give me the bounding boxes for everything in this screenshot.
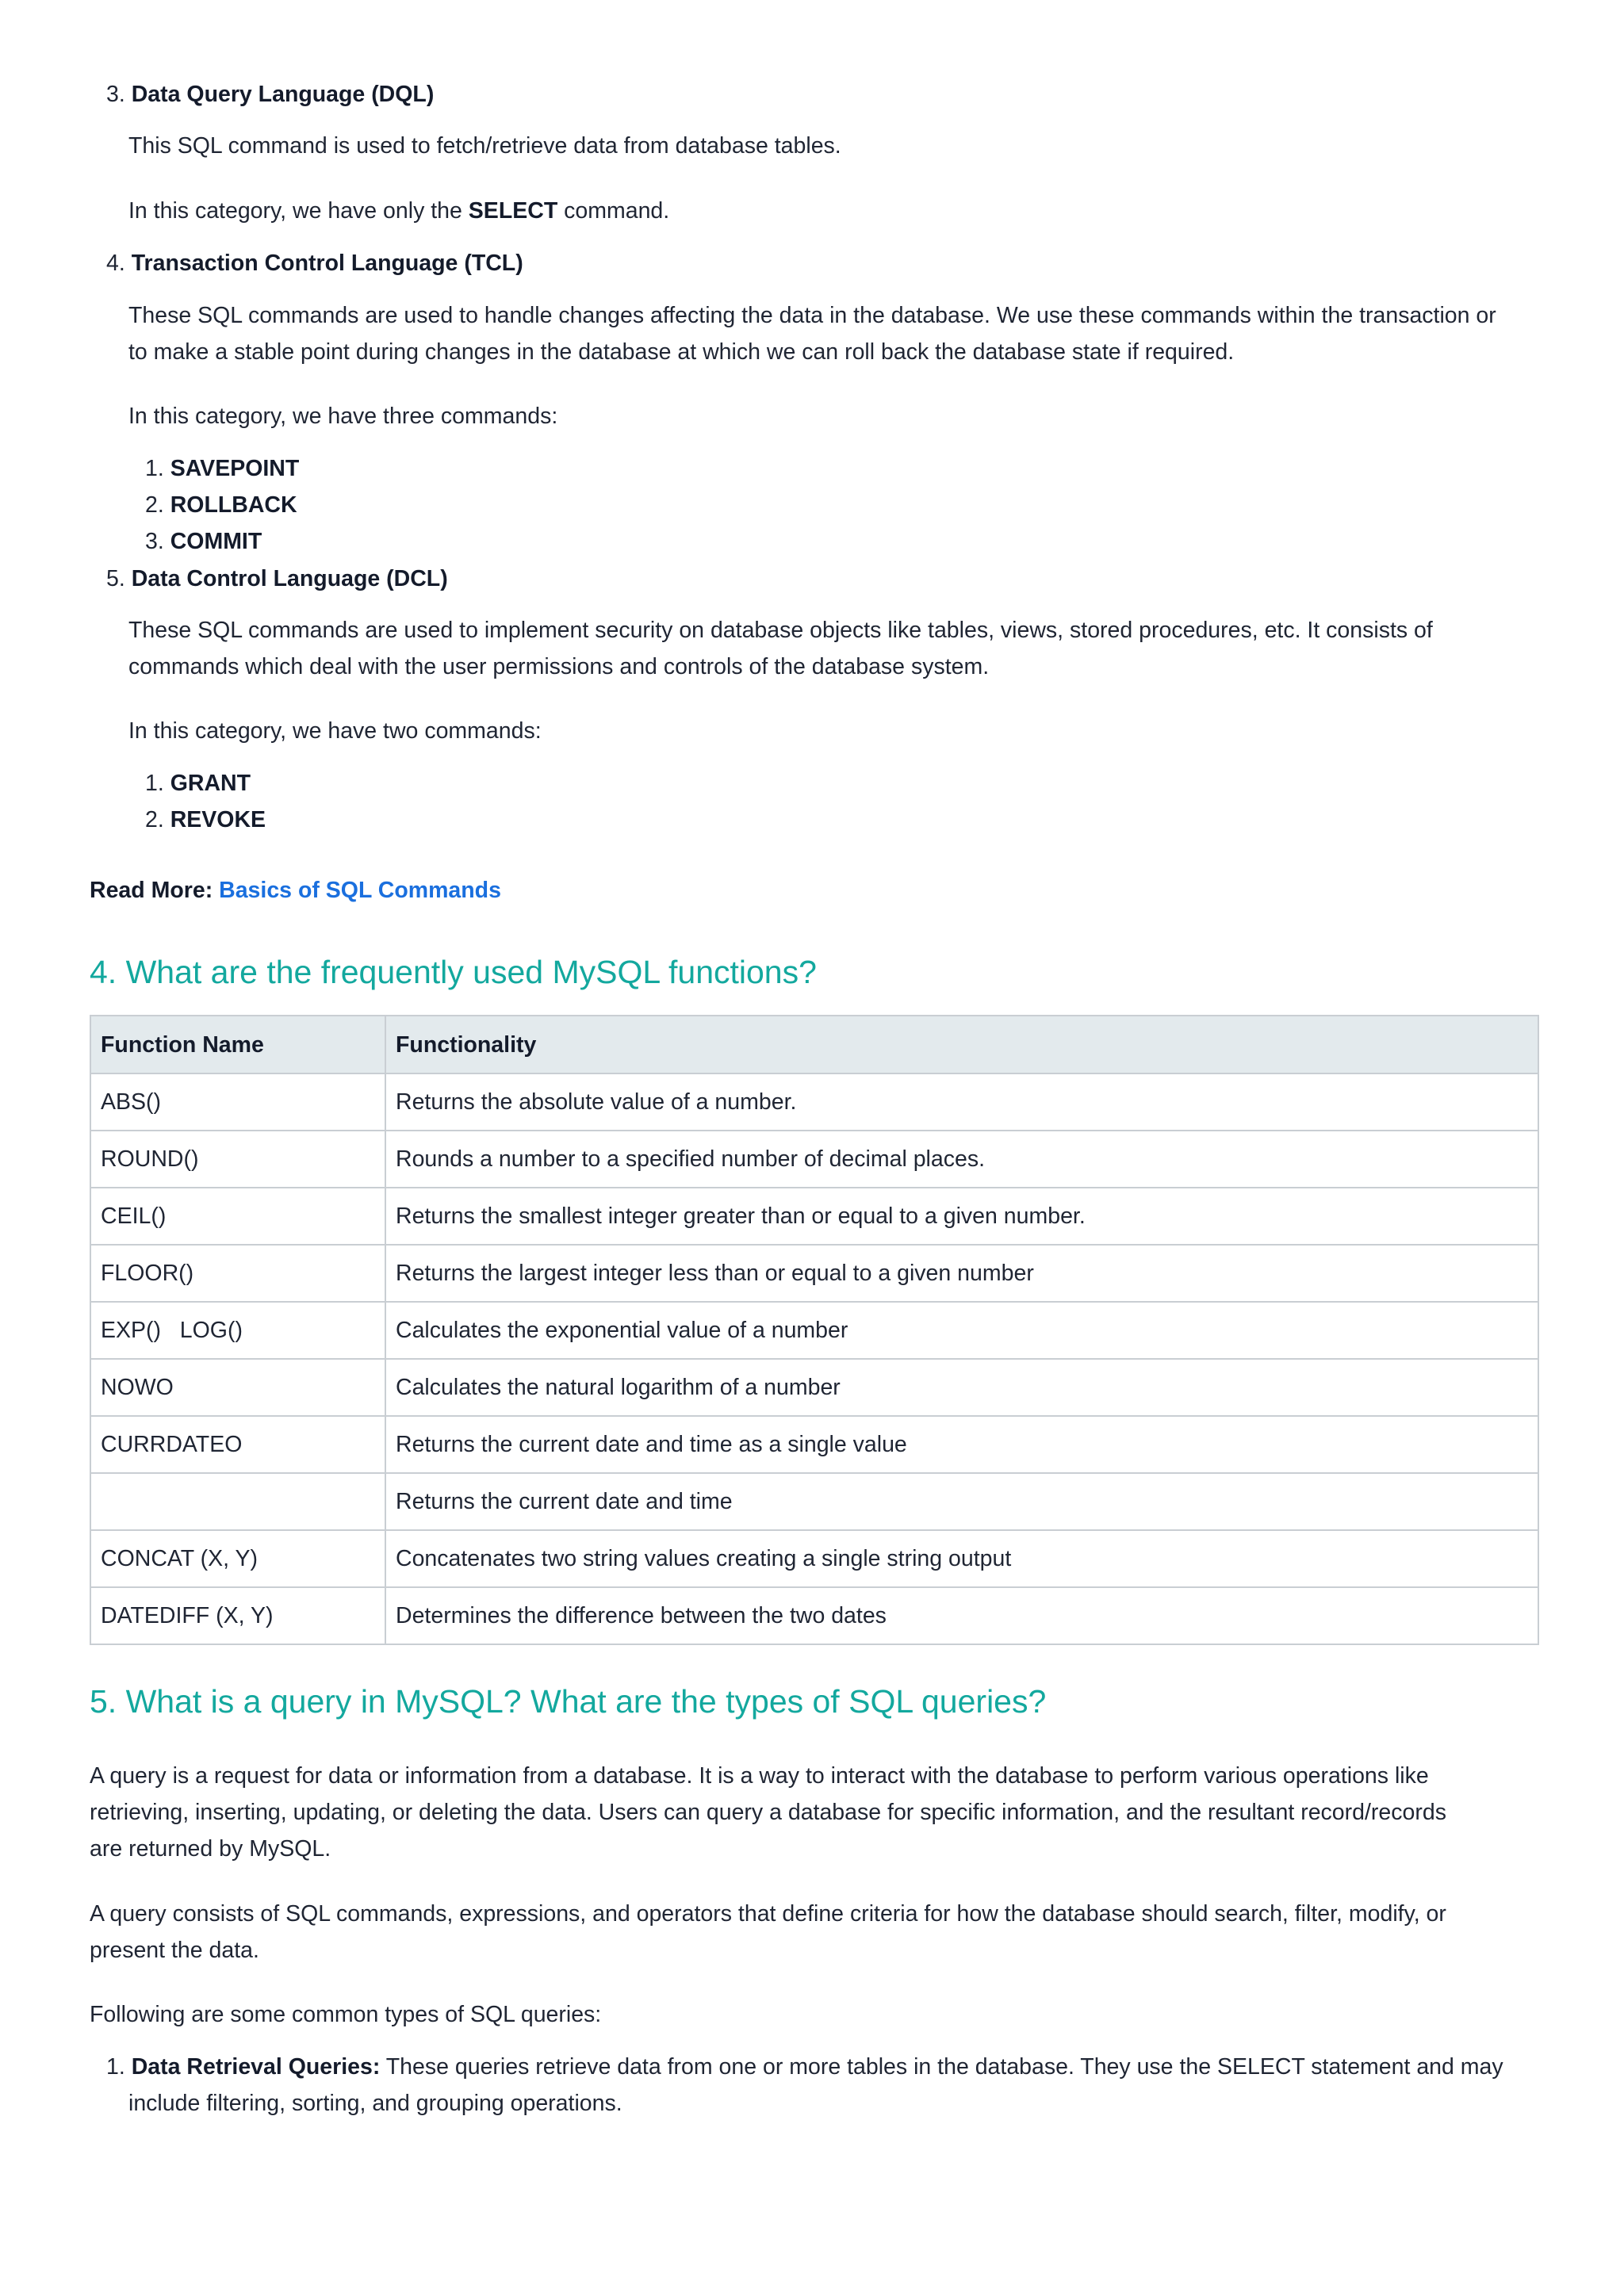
table-row bbox=[90, 1245, 1538, 1302]
function-name-cell: CONCAT (X, Y) bbox=[90, 1530, 385, 1587]
function-name-cell: ABS() bbox=[90, 1073, 385, 1131]
table-row bbox=[90, 1530, 1538, 1587]
list-item-dql bbox=[106, 76, 434, 113]
dql-category: In this category, we have only the SELECT command. bbox=[128, 198, 670, 224]
table-row bbox=[90, 1302, 1538, 1359]
list-number: 5. bbox=[106, 566, 125, 591]
table-row bbox=[90, 1473, 1538, 1530]
table-row bbox=[90, 1587, 1538, 1644]
table-row bbox=[90, 1188, 1538, 1245]
tcl-description-line-1: These SQL commands are used to handle changes affecting the data in the database. We use these commands within the transaction or bbox=[128, 303, 1496, 328]
functionality-cell: Returns the current date and time as a single value bbox=[385, 1416, 1538, 1473]
dcl-command-item: 2. REVOKE bbox=[145, 807, 266, 832]
tcl-command-item: 2. ROLLBACK bbox=[145, 492, 297, 518]
table-header-row bbox=[90, 1016, 1538, 1073]
list-item-tcl bbox=[106, 245, 523, 281]
functionality-cell: Returns the smallest integer greater than or equal to a given number. bbox=[385, 1188, 1538, 1245]
functionality-cell: Calculates the exponential value of a number bbox=[385, 1302, 1538, 1359]
query-type-title: Data Retrieval Queries: bbox=[131, 2054, 381, 2080]
table-row bbox=[90, 1073, 1538, 1131]
list-number: 1. bbox=[106, 2054, 125, 2080]
tcl-command-item: 1. SAVEPOINT bbox=[145, 456, 300, 481]
column-header-function-name: Function Name bbox=[90, 1016, 385, 1073]
section-5-paragraph-1-line-3: are returned by MySQL. bbox=[90, 1836, 331, 1862]
functionality-cell: Rounds a number to a specified number of decimal places. bbox=[385, 1131, 1538, 1188]
dcl-description-line-2: commands which deal with the user permissions and controls of the database system. bbox=[128, 654, 990, 679]
function-name-cell: CURRDATEO bbox=[90, 1416, 385, 1473]
read-more bbox=[90, 872, 501, 909]
function-name-cell: EXP() LOG() bbox=[90, 1302, 385, 1359]
function-name-cell bbox=[90, 1473, 385, 1530]
list-number: 4. bbox=[106, 251, 125, 276]
section-5-paragraph-2-line-2: present the data. bbox=[90, 1938, 259, 1963]
function-name-cell: CEIL() bbox=[90, 1188, 385, 1245]
query-type-text: These queries retrieve data from one or more tables in the database. They use the SELECT statement and may bbox=[380, 2054, 1503, 2080]
functionality-cell: Determines the difference between the two dates bbox=[385, 1587, 1538, 1644]
read-more-label: Read More: bbox=[90, 878, 213, 903]
dcl-category: In this category, we have two commands: bbox=[128, 718, 542, 744]
tcl-heading: Transaction Control Language (TCL) bbox=[131, 251, 523, 276]
functionality-cell: Returns the largest integer less than or equal to a given number bbox=[385, 1245, 1538, 1302]
functionality-cell: Concatenates two string values creating a single string output bbox=[385, 1530, 1538, 1587]
function-name-cell: NOWO bbox=[90, 1359, 385, 1416]
table-row bbox=[90, 1416, 1538, 1473]
tcl-description-line-2: to make a stable point during changes in the database at which we can roll back the database state if required. bbox=[128, 339, 1235, 365]
list-number: 3. bbox=[106, 82, 125, 107]
function-name-cell: ROUND() bbox=[90, 1131, 385, 1188]
functionality-cell: Returns the absolute value of a number. bbox=[385, 1073, 1538, 1131]
mysql-functions-table bbox=[90, 1015, 1539, 1645]
section-5-paragraph-1-line-1: A query is a request for data or information from a database. It is a way to interact with the database to perform various operations like bbox=[90, 1763, 1429, 1789]
section-4-heading: 4. What are the frequently used MySQL functions? bbox=[90, 954, 817, 990]
table-row bbox=[90, 1131, 1538, 1188]
functionality-cell: Returns the current date and time bbox=[385, 1473, 1538, 1530]
dcl-command-item: 1. GRANT bbox=[145, 771, 251, 796]
section-5-paragraph-3: Following are some common types of SQL queries: bbox=[90, 2002, 602, 2027]
dcl-description-line-1: These SQL commands are used to implement security on database objects like tables, views, stored procedures, etc. It consists of bbox=[128, 618, 1433, 643]
query-type-text-continued: include filtering, sorting, and grouping operations. bbox=[128, 2091, 622, 2116]
query-type-item bbox=[106, 2049, 1503, 2085]
function-name-cell: FLOOR() bbox=[90, 1245, 385, 1302]
tcl-category: In this category, we have three commands: bbox=[128, 404, 558, 429]
dql-heading: Data Query Language (DQL) bbox=[131, 82, 435, 107]
section-5-heading: 5. What is a query in MySQL? What are the types of SQL queries? bbox=[90, 1683, 1047, 1720]
section-5-paragraph-1-line-2: retrieving, inserting, updating, or deleting the data. Users can query a database for specific information, and the resultant record/records bbox=[90, 1800, 1446, 1825]
function-name-cell: DATEDIFF (X, Y) bbox=[90, 1587, 385, 1644]
dql-description: This SQL command is used to fetch/retrieve data from database tables. bbox=[128, 133, 841, 159]
section-5-paragraph-2-line-1: A query consists of SQL commands, expressions, and operators that define criteria for how the database should search, filter, modify, or bbox=[90, 1901, 1446, 1927]
basics-of-sql-commands-link[interactable]: Basics of SQL Commands bbox=[219, 878, 501, 903]
table-row bbox=[90, 1359, 1538, 1416]
dcl-heading: Data Control Language (DCL) bbox=[131, 566, 448, 591]
column-header-functionality: Functionality bbox=[385, 1016, 1538, 1073]
list-item-dcl bbox=[106, 561, 448, 597]
tcl-command-item: 3. COMMIT bbox=[145, 529, 262, 554]
functionality-cell: Calculates the natural logarithm of a number bbox=[385, 1359, 1538, 1416]
